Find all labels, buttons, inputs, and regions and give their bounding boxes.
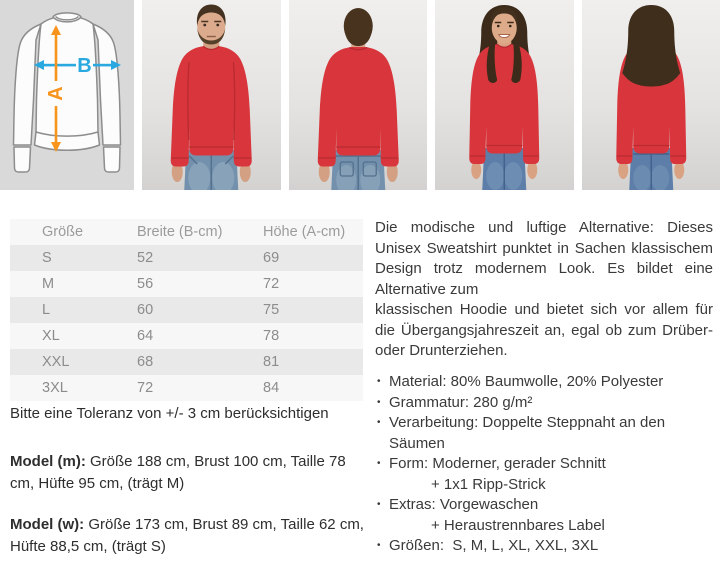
- height-cell: 75: [263, 302, 280, 318]
- feature-text: Verarbeitung: Doppelte Steppnaht an den Säumen: [389, 414, 670, 452]
- feature-text: Größen: S, M, L, XL, XXL, 3XL: [389, 537, 599, 554]
- male-back-figure: [289, 0, 428, 190]
- model-female-info: [10, 514, 368, 558]
- feature-item: [375, 372, 715, 393]
- height-cell: 69: [263, 250, 280, 266]
- feature-item: [375, 454, 715, 495]
- model-male-info: [10, 451, 368, 495]
- photo-female-back: [582, 0, 720, 190]
- feature-list: [375, 372, 715, 557]
- size-table-body: [10, 245, 363, 401]
- width-cell: 64: [137, 328, 154, 344]
- feature-sub-text: + Heraustrennbares Label: [431, 516, 605, 534]
- width-cell: 60: [137, 302, 154, 318]
- sweatshirt-measurement-diagram-icon: [0, 0, 134, 190]
- size-table-header: [10, 219, 363, 245]
- measurement-diagram-panel: [0, 0, 134, 190]
- product-description: [375, 218, 713, 362]
- size-cell: L: [42, 302, 51, 318]
- width-cell: 52: [137, 250, 154, 266]
- feature-item: [375, 495, 715, 536]
- width-cell: 72: [137, 380, 154, 396]
- column-header-height: Höhe (A-cm): [263, 224, 346, 240]
- height-cell: 78: [263, 328, 280, 344]
- feature-text: Grammatur: 280 g/m²: [389, 393, 533, 411]
- description-paragraph-2: klassischen Hoodie und bietet sich vor allem für die Übergangsjahreszeit an, egal ob zum Drüber- oder Drunterziehen.: [375, 301, 713, 359]
- photo-male-back: [289, 0, 428, 190]
- size-table-row: [10, 375, 363, 401]
- size-cell: M: [42, 276, 55, 292]
- model-female-measurements: Größe 173 cm, Brust 89 cm, Taille 62 cm, Hüfte 88,5 cm, (trägt S): [10, 516, 364, 555]
- size-table-row: [10, 245, 363, 271]
- size-cell: 3XL: [42, 380, 68, 396]
- column-header-size: Größe: [42, 224, 84, 240]
- feature-item: [375, 413, 715, 454]
- size-table-row: [10, 297, 363, 323]
- feature-sub-text: + 1x1 Ripp-Strick: [431, 475, 546, 493]
- size-cell: XXL: [42, 354, 70, 370]
- size-table: [10, 219, 363, 401]
- description-paragraph-1: Die modische und luftige Alternative: Dieses Unisex Sweatshirt punktet in Sachen klassischem Design trotz modernem Look. Es bildet eine Alternative zum: [375, 219, 713, 298]
- model-male-measurements: Größe 188 cm, Brust 100 cm, Taille 78 cm, Hüfte 95 cm, (trägt M): [10, 453, 346, 492]
- height-cell: 84: [263, 380, 280, 396]
- product-image-strip: [0, 0, 720, 190]
- feature-text: Form: Moderner, gerader Schnitt: [389, 455, 606, 472]
- feature-text: Material: 80% Baumwolle, 20% Polyester: [389, 373, 664, 390]
- feature-item: [375, 393, 715, 414]
- width-arrow-label: B: [77, 55, 92, 77]
- size-table-row: [10, 323, 363, 349]
- height-cell: 72: [263, 276, 280, 292]
- column-header-width: Breite (B-cm): [137, 224, 223, 240]
- height-arrow-label: A: [45, 86, 67, 101]
- size-cell: S: [42, 250, 52, 266]
- photo-female-front: [435, 0, 574, 190]
- model-male-label: Model (m):: [10, 453, 86, 470]
- model-female-label: Model (w):: [10, 516, 85, 533]
- female-front-figure: [435, 0, 574, 190]
- male-front-figure: [142, 0, 281, 190]
- width-cell: 68: [137, 354, 154, 370]
- height-cell: 81: [263, 354, 280, 370]
- tolerance-note: Bitte eine Toleranz von +/- 3 cm berücksichtigen: [10, 405, 329, 422]
- feature-text: Extras: Vorgewaschen: [389, 496, 539, 513]
- female-back-figure: [582, 0, 720, 190]
- size-cell: XL: [42, 328, 60, 344]
- width-cell: 56: [137, 276, 154, 292]
- feature-item: [375, 536, 715, 557]
- size-table-row: [10, 349, 363, 375]
- size-table-row: [10, 271, 363, 297]
- photo-male-front: [142, 0, 281, 190]
